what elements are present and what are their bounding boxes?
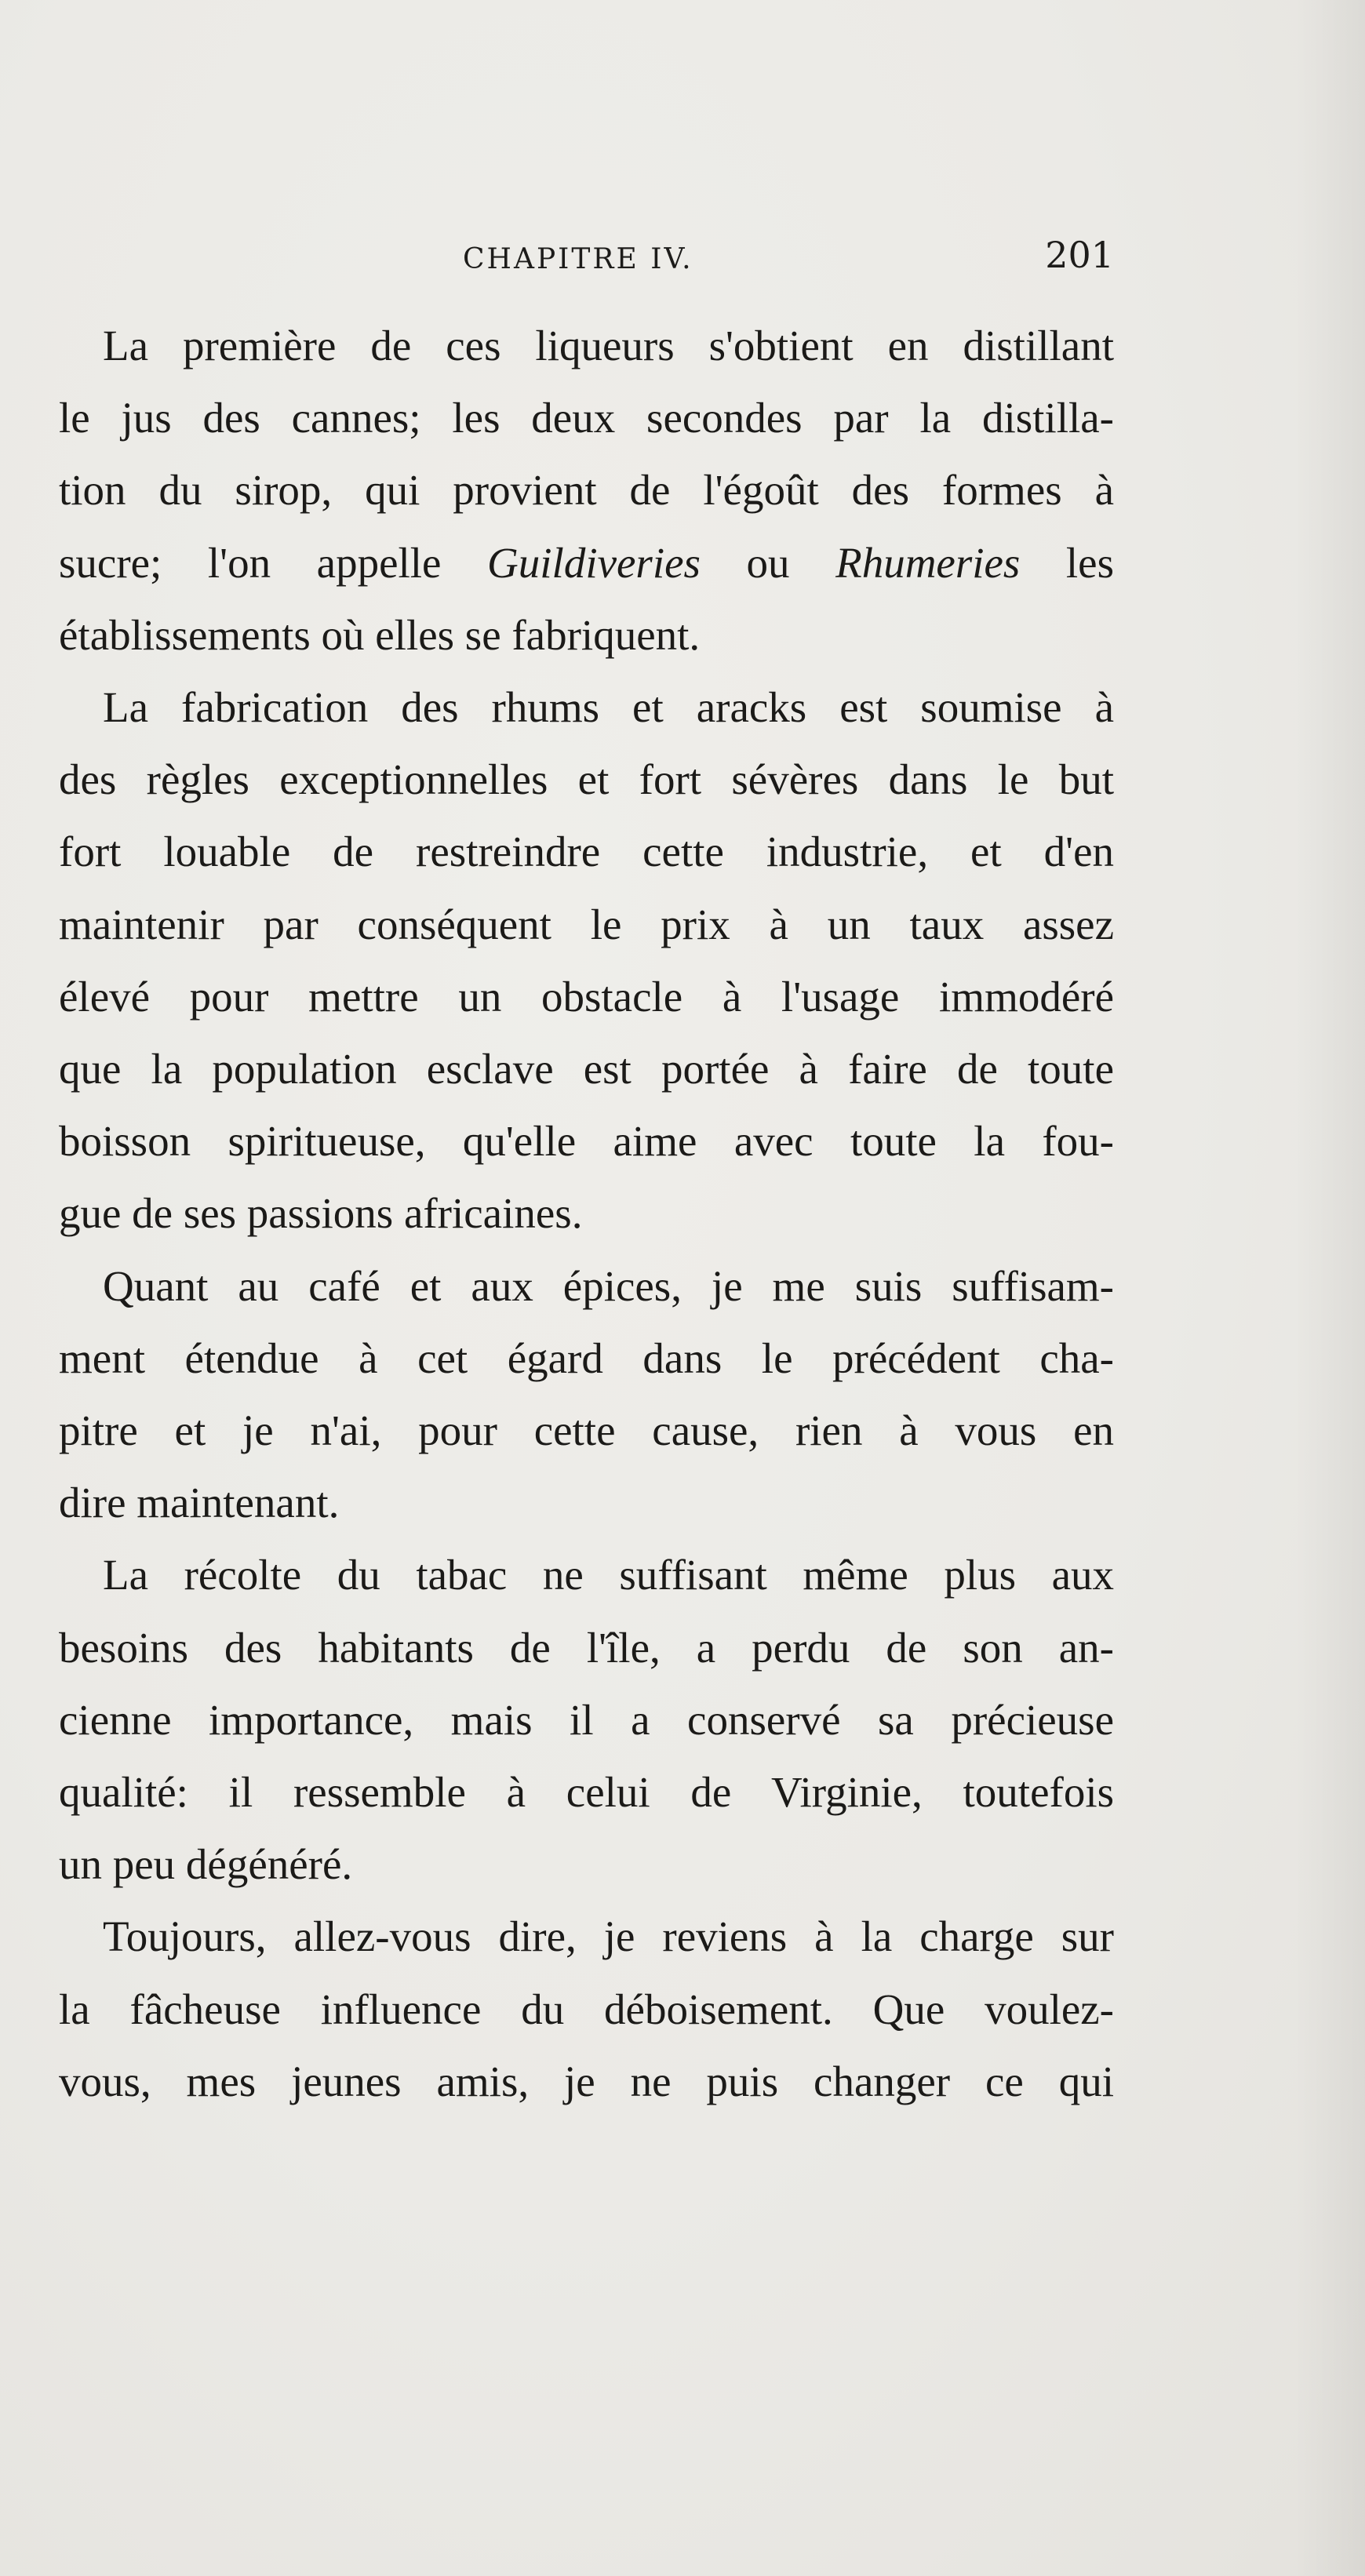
body-text	[59, 310, 1114, 2118]
text-line: que la population esclave est portée à faire de toute	[59, 1045, 1114, 1093]
text-line: La récolte du tabac ne suffisant même plus aux	[103, 1551, 1114, 1599]
text-line: dire maintenant.	[59, 1479, 340, 1527]
text-line: vous, mes jeunes amis, je ne puis changer ce qui	[59, 2057, 1114, 2105]
text-line: tion du sirop, qui provient de l'égoût des formes à	[59, 466, 1114, 515]
text-line: un peu dégénéré.	[59, 1840, 353, 1889]
running-title: CHAPITRE IV.	[463, 243, 693, 275]
text-line: gue de ses passions africaines.	[59, 1189, 583, 1238]
text-line: des règles exceptionnelles et fort sévères dans le but	[59, 755, 1114, 804]
text-line: maintenir par conséquent le prix à un taux assez	[59, 900, 1114, 948]
text-line: élevé pour mettre un obstacle à l'usage immodéré	[59, 972, 1114, 1021]
text-line: La première de ces liqueurs s'obtient en distillant	[103, 322, 1114, 369]
text-line: sucre; l'on appelle Guildiveries ou Rhumeries les	[59, 538, 1114, 587]
text-line: La fabrication des rhums et aracks est soumise à	[103, 683, 1114, 732]
text-line: ment étendue à cet égard dans le précédent cha-	[59, 1333, 1114, 1382]
text-line: qualité: il ressemble à celui de Virginie, toutefois	[59, 1768, 1114, 1817]
text-line: Toujours, allez-vous dire, je reviens à la charge sur	[103, 1912, 1114, 1961]
text-line: le jus des cannes; les deux secondes par la distilla-	[59, 394, 1114, 442]
text-line: cienne importance, mais il a conservé sa précieuse	[59, 1695, 1114, 1744]
page-edge-shadow	[1294, 0, 1365, 2576]
text-line: boisson spiritueuse, qu'elle aime avec toute la fou-	[59, 1117, 1114, 1166]
italic-term: Guildiveries	[487, 538, 701, 587]
text-line: besoins des habitants de l'île, a perdu de son an-	[59, 1623, 1114, 1672]
italic-term: Rhumeries	[835, 538, 1021, 587]
page-number: 201	[1045, 234, 1114, 276]
text-line: établissements où elles se fabriquent.	[59, 610, 701, 659]
page-header	[59, 229, 1114, 292]
text-line: la fâcheuse influence du déboisement. Que voulez-	[59, 1985, 1114, 2033]
text-line: pitre et je n'ai, pour cette cause, rien à vous en	[59, 1406, 1114, 1455]
text-line: Quant au café et aux épices, je me suis suffisam-	[103, 1261, 1114, 1310]
text-line: fort louable de restreindre cette industrie, et d'en	[59, 828, 1114, 876]
